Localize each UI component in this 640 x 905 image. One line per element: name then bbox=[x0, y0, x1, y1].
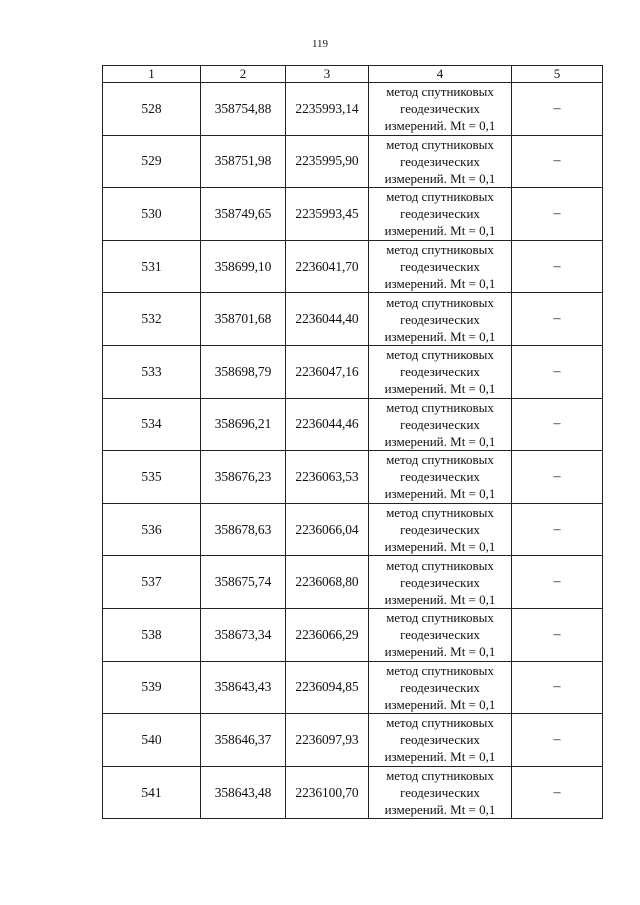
point-number: 539 bbox=[103, 661, 201, 714]
method-line: метод спутниковых bbox=[386, 768, 494, 784]
coordinate-x: 358699,10 bbox=[201, 240, 286, 293]
coordinate-x: 358675,74 bbox=[201, 556, 286, 609]
method-line: измерений. Mt = 0,1 bbox=[384, 223, 496, 239]
note-dash: – bbox=[512, 240, 603, 293]
table-row bbox=[103, 608, 603, 661]
point-number: 531 bbox=[103, 240, 201, 293]
coordinate-x: 358749,65 bbox=[201, 188, 286, 241]
method-line: метод спутниковых bbox=[386, 505, 494, 521]
method-line: измерений. Mt = 0,1 bbox=[384, 381, 496, 397]
point-number: 538 bbox=[103, 608, 201, 661]
coordinate-x: 358673,34 bbox=[201, 608, 286, 661]
point-number: 535 bbox=[103, 451, 201, 504]
coordinates-table bbox=[102, 65, 603, 819]
header-col-2: 2 bbox=[201, 66, 286, 83]
coordinate-y: 2236044,46 bbox=[286, 398, 369, 451]
method-line: геодезических bbox=[400, 627, 480, 643]
coordinate-y: 2236063,53 bbox=[286, 451, 369, 504]
note-dash: – bbox=[512, 345, 603, 398]
method-description bbox=[369, 556, 512, 609]
coordinate-x: 358676,23 bbox=[201, 451, 286, 504]
method-line: измерений. Mt = 0,1 bbox=[384, 276, 496, 292]
note-dash: – bbox=[512, 451, 603, 504]
coordinate-y: 2236047,16 bbox=[286, 345, 369, 398]
method-line: геодезических bbox=[400, 785, 480, 801]
coordinate-y: 2236097,93 bbox=[286, 714, 369, 767]
method-line: метод спутниковых bbox=[386, 557, 494, 573]
note-dash: – bbox=[512, 135, 603, 188]
method-description bbox=[369, 398, 512, 451]
table-row bbox=[103, 661, 603, 714]
table-row bbox=[103, 451, 603, 504]
method-line: метод спутниковых bbox=[386, 294, 494, 310]
method-line: метод спутниковых bbox=[386, 242, 494, 258]
note-dash: – bbox=[512, 766, 603, 819]
method-line: геодезических bbox=[400, 311, 480, 327]
method-line: метод спутниковых bbox=[386, 399, 494, 415]
coordinate-y: 2236094,85 bbox=[286, 661, 369, 714]
method-line: измерений. Mt = 0,1 bbox=[384, 591, 496, 607]
method-line: геодезических bbox=[400, 101, 480, 117]
method-line: метод спутниковых bbox=[386, 610, 494, 626]
table-row bbox=[103, 503, 603, 556]
method-line: геодезических bbox=[400, 259, 480, 275]
method-description bbox=[369, 293, 512, 346]
point-number: 533 bbox=[103, 345, 201, 398]
method-description bbox=[369, 345, 512, 398]
method-line: измерений. Mt = 0,1 bbox=[384, 644, 496, 660]
point-number: 540 bbox=[103, 714, 201, 767]
coordinate-y: 2235993,14 bbox=[286, 83, 369, 136]
coordinate-x: 358643,43 bbox=[201, 661, 286, 714]
note-dash: – bbox=[512, 714, 603, 767]
table-row bbox=[103, 188, 603, 241]
method-description bbox=[369, 135, 512, 188]
header-col-3: 3 bbox=[286, 66, 369, 83]
point-number: 530 bbox=[103, 188, 201, 241]
coordinate-x: 358678,63 bbox=[201, 503, 286, 556]
coordinate-y: 2236066,29 bbox=[286, 608, 369, 661]
coordinate-y: 2236066,04 bbox=[286, 503, 369, 556]
method-description bbox=[369, 188, 512, 241]
method-description bbox=[369, 503, 512, 556]
method-line: измерений. Mt = 0,1 bbox=[384, 749, 496, 765]
coordinate-x: 358751,98 bbox=[201, 135, 286, 188]
header-col-4: 4 bbox=[369, 66, 512, 83]
point-number: 536 bbox=[103, 503, 201, 556]
coordinate-x: 358754,88 bbox=[201, 83, 286, 136]
coordinate-y: 2236068,80 bbox=[286, 556, 369, 609]
method-line: метод спутниковых bbox=[386, 347, 494, 363]
note-dash: – bbox=[512, 503, 603, 556]
method-line: метод спутниковых bbox=[386, 715, 494, 731]
table-row bbox=[103, 345, 603, 398]
coordinate-y: 2235995,90 bbox=[286, 135, 369, 188]
method-line: измерений. Mt = 0,1 bbox=[384, 118, 496, 134]
method-description bbox=[369, 83, 512, 136]
method-line: измерений. Mt = 0,1 bbox=[384, 170, 496, 186]
note-dash: – bbox=[512, 83, 603, 136]
header-col-1: 1 bbox=[103, 66, 201, 83]
note-dash: – bbox=[512, 608, 603, 661]
method-line: геодезических bbox=[400, 416, 480, 432]
table-row bbox=[103, 556, 603, 609]
method-description bbox=[369, 714, 512, 767]
table-row bbox=[103, 293, 603, 346]
table-row bbox=[103, 714, 603, 767]
method-line: геодезических bbox=[400, 364, 480, 380]
coordinate-x: 358701,68 bbox=[201, 293, 286, 346]
point-number: 529 bbox=[103, 135, 201, 188]
table-body bbox=[103, 83, 603, 819]
method-description bbox=[369, 451, 512, 504]
method-line: геодезических bbox=[400, 469, 480, 485]
note-dash: – bbox=[512, 661, 603, 714]
table-row bbox=[103, 83, 603, 136]
method-description bbox=[369, 766, 512, 819]
point-number: 528 bbox=[103, 83, 201, 136]
table-row bbox=[103, 135, 603, 188]
method-line: метод спутниковых bbox=[386, 452, 494, 468]
method-line: геодезических bbox=[400, 574, 480, 590]
note-dash: – bbox=[512, 188, 603, 241]
point-number: 532 bbox=[103, 293, 201, 346]
coordinate-x: 358646,37 bbox=[201, 714, 286, 767]
method-line: геодезических bbox=[400, 153, 480, 169]
coordinate-y: 2235993,45 bbox=[286, 188, 369, 241]
table-row bbox=[103, 240, 603, 293]
method-line: измерений. Mt = 0,1 bbox=[384, 696, 496, 712]
coordinate-y: 2236100,70 bbox=[286, 766, 369, 819]
note-dash: – bbox=[512, 293, 603, 346]
note-dash: – bbox=[512, 398, 603, 451]
table-row bbox=[103, 398, 603, 451]
table-row bbox=[103, 766, 603, 819]
method-line: измерений. Mt = 0,1 bbox=[384, 539, 496, 555]
method-line: метод спутниковых bbox=[386, 136, 494, 152]
method-description bbox=[369, 240, 512, 293]
method-line: измерений. Mt = 0,1 bbox=[384, 486, 496, 502]
method-line: измерений. Mt = 0,1 bbox=[384, 328, 496, 344]
method-line: геодезических bbox=[400, 206, 480, 222]
coordinate-y: 2236041,70 bbox=[286, 240, 369, 293]
header-col-5: 5 bbox=[512, 66, 603, 83]
method-description bbox=[369, 608, 512, 661]
method-line: метод спутниковых bbox=[386, 662, 494, 678]
method-line: метод спутниковых bbox=[386, 189, 494, 205]
table-header bbox=[103, 66, 603, 83]
header-row bbox=[103, 66, 603, 83]
method-line: геодезических bbox=[400, 522, 480, 538]
note-dash: – bbox=[512, 556, 603, 609]
point-number: 537 bbox=[103, 556, 201, 609]
coordinate-x: 358643,48 bbox=[201, 766, 286, 819]
method-line: геодезических bbox=[400, 679, 480, 695]
method-description bbox=[369, 661, 512, 714]
method-line: геодезических bbox=[400, 732, 480, 748]
method-line: измерений. Mt = 0,1 bbox=[384, 802, 496, 818]
coordinate-y: 2236044,40 bbox=[286, 293, 369, 346]
method-line: метод спутниковых bbox=[386, 84, 494, 100]
page-number: 119 bbox=[311, 38, 329, 50]
coordinate-x: 358698,79 bbox=[201, 345, 286, 398]
point-number: 541 bbox=[103, 766, 201, 819]
point-number: 534 bbox=[103, 398, 201, 451]
coordinate-x: 358696,21 bbox=[201, 398, 286, 451]
method-line: измерений. Mt = 0,1 bbox=[384, 433, 496, 449]
